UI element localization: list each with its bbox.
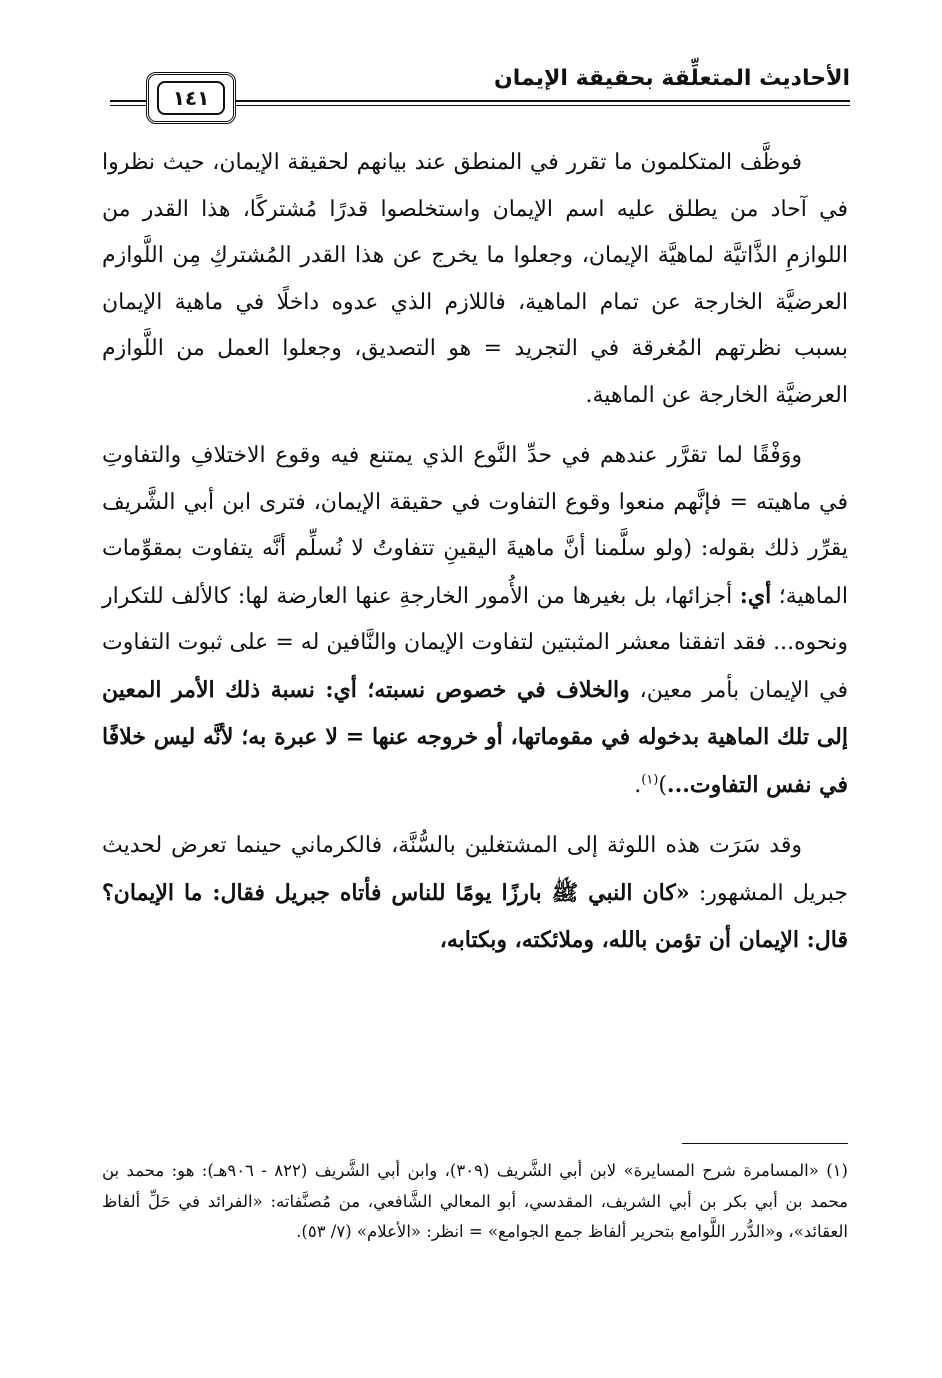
paragraph-2-end: . xyxy=(634,772,642,798)
page-header xyxy=(100,58,850,118)
header-rule xyxy=(225,100,850,102)
header-rule-left-thin xyxy=(110,105,146,106)
header-rule-thin xyxy=(225,105,850,106)
running-title: الأحاديث المتعلِّقة بحقيقة الإيمان xyxy=(493,66,850,91)
paragraph-3-text: وقد سَرَت هذه اللوثة إلى المشتغلين بالسُّنَّة، فالكرماني حينما تعرض لحديث جبريل المشهور: xyxy=(102,833,848,906)
paragraph-3 xyxy=(102,823,848,965)
paragraph-1: فوظَّف المتكلمون ما تقرر في المنطق عند بيانهم لحقيقة الإيمان، حيث نظروا في آحاد من يطلق عليه اسم الإيمان واستخلصوا قدرًا مُشتركًا، هذا القدر من اللوازمِ الذَّاتيَّة لماهيَّة الإيمان، وجعلوا ما يخرج عن هذا القدر المُشتركِ مِن اللَّوازم العرضيَّة الخارجة عن تمام الماهية، فاللازم الذي عدوه داخلًا في ماهية الإيمان بسبب نظرتهم المُغرقة في التجريد = هو التصديق، وجعلوا العمل من اللَّوازم العرضيَّة الخارجة عن الماهية. xyxy=(102,150,848,408)
paragraph-2-text-a: ووَفْقًا لما تقرَّر عندهم في حدِّ النَّوع الذي يمتنع فيه وقوع الاختلافِ والتفاوتِ في ماهيته = فإنَّهم منعوا وقوع التفاوت في حقيقة الإيمان، فترى ابن أبي الشَّريف يقرِّر ذلك بقوله: (ولو سلَّمنا أنَّ ماهيةَ اليقينِ تتفاوتُ لا نُسلِّم أنَّه يتفاوت بمقوِّمات الماهية؛ xyxy=(102,443,848,609)
paragraph-2 xyxy=(102,433,848,809)
paragraph-2-bold-b: والخلاف في خصوص نسبته؛ أي: نسبة ذلك الأمر المعين إلى تلك الماهية بدخوله في مقوماتها، أو خروجه عنها = لا عبرة به؛ لأنَّه ليس خلافًا في نفس التفاوت... xyxy=(102,676,848,798)
paragraph-3-hadith: «كان النبي ﷺ بارزًا يومًا للناس فأتاه جبريل فقال: ما الإيمان؟ قال: الإيمان أن تؤمن بالله، وملائكته، وبكتابه، xyxy=(102,879,848,953)
footnote-1: (١) «المسامرة شرح المسايرة» لابن أبي الشَّريف (٣٠٩)، وابن أبي الشَّريف (٨٢٢ - ٩٠٦هـ): هو: محمد بن محمد بن أبي بكر بن أبي الشريف، المقدسي، أبو المعالي الشَّافعي، من مُصنَّفاته: «الفرائد في حَلِّ ألفاظ العقائد»، و«الدُّرر اللَّوامع بتحرير ألفاظ جمع الجوامع» = انظر: «الأعلام» (٧/ ٥٣). xyxy=(102,1161,848,1241)
paragraph-2-close: ) xyxy=(658,772,667,798)
paragraph-2-text-b: أجزائها، بل بغيرها من الأُمور الخارجةِ عنها العارضة لها: كالألف للتكرار ونحوه... فقد اتفقنا معشر المثبتين لتفاوت الإيمان والنَّافين له = على ثبوت التفاوت في الإيمان بأمر معين، xyxy=(102,583,849,703)
footnote-reference[interactable]: (١) xyxy=(641,772,659,788)
footnote-separator xyxy=(682,1143,848,1144)
page-number: ١٤١ xyxy=(157,81,225,115)
footnotes xyxy=(102,1156,848,1248)
page-number-frame xyxy=(146,72,236,124)
paragraph-2-bold-a: أي: xyxy=(739,582,772,609)
header-rule-left xyxy=(110,100,146,102)
main-text xyxy=(102,140,848,965)
